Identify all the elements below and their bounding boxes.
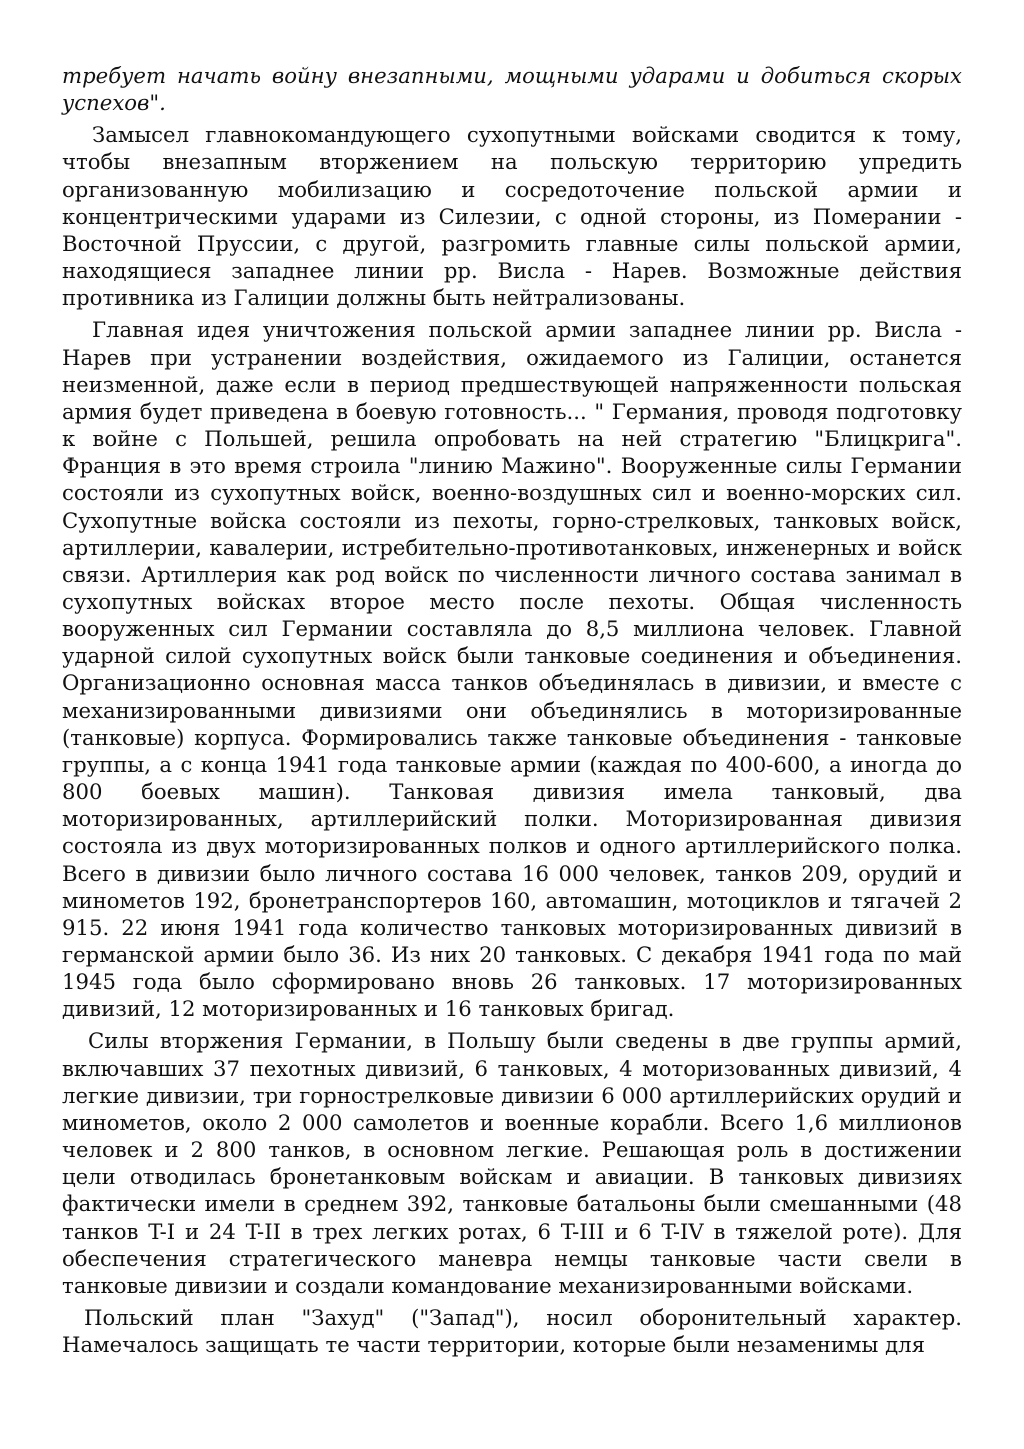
paragraph-polish-plan: Польский план "Захуд" ("Запад"), носил оборонительный характер. Намечалось защищать те части территории, которые были незаменимы для bbox=[62, 1305, 962, 1358]
paragraph-plan-concept: Замысел главнокомандующего сухопутными войсками сводится к тому, чтобы внезапным вторжением на польскую территорию упредить организованную мобилизацию и сосредоточение польской армии и концентрическими ударами из Силезии, с одной стороны, из Померании - Восточной Пруссии, с другой, разгромить главные силы польской армии, находящиеся западнее линии рр. Висла - Нарев. Возможные действия противника из Галиции должны быть нейтрализованы. bbox=[62, 122, 962, 311]
paragraph-germany-forces: Главная идея уничтожения польской армии западнее линии рр. Висла - Нарев при устранении воздействия, ожидаемого из Галиции, останется неизменной, даже если в период предшествующей напряженности польская армия будет приведена в боевую готовность... " Германия, проводя подготовку к войне с Польшей, решила опробовать на ней стратегию "Блицкрига". Франция в это время строила "линию Мажино". Вооруженные силы Германии состояли из сухопутных войск, военно-воздушных сил и военно-морских сил. Сухопутные войска состояли из пехоты, горно-стрелковых, танковых войск, артиллерии, кавалерии, истребительно-противотанковых, инженерных и войск связи. Артиллерия как род войск по численности личного состава занимал в сухопутных войсках второе место после пехоты. Общая численность вооруженных сил Германии составляла до 8,5 миллиона человек. Главной ударной силой сухопутных войск были танковые соединения и объединения. Организационно основная масса танков объединялась в дивизии, и вместе с механизированными дивизиями они объединялись в моторизированные (танковые) корпуса. Формировались также танковые объединения - танковые группы, а с конца 1941 года танковые армии (каждая по 400-600, а иногда до 800 боевых машин). Танковая дивизия имела танковый, два моторизированных, артиллерийский полки. Моторизированная дивизия состояла из двух моторизированных полков и одного артиллерийского полка. Всего в дивизии было личного состава 16 000 человек, танков 209, орудий и минометов 192, бронетранспортеров 160, автомашин, мотоциклов и тягачей 2 915. 22 июня 1941 года количество танковых моторизированных дивизий в германской армии было 36. Из них 20 танковых. С декабря 1941 года по май 1945 года было сформировано вновь 26 танковых. 17 моторизированных дивизий, 12 моторизированных и 16 танковых бригад. bbox=[62, 317, 962, 1022]
paragraph-quote-ending: требует начать войну внезапными, мощными ударами и добиться скорых успехов". bbox=[62, 63, 962, 116]
paragraph-invasion-forces: Силы вторжения Германии, в Польшу были сведены в две группы армий, включавших 37 пехотных дивизий, 6 танковых, 4 моторизованных дивизий, 4 легкие дивизии, три горнострелковые дивизии 6 000 артиллерийских орудий и минометов, около 2 000 самолетов и военные корабли. Всего 1,6 миллионов человек и 2 800 танков, в основном легкие. Решающая роль в достижении цели отводилась бронетанковым войскам и авиации. В танковых дивизиях фактически имели в среднем 392, танковые батальоны были смешанными (48 танков T-I и 24 T-II в трех легких ротах, 6 T-III и 6 T-IV в тяжелой роте). Для обеспечения стратегического маневра немцы танковые части свели в танковые дивизии и создали командование механизированными войсками. bbox=[62, 1028, 962, 1298]
document-page bbox=[62, 62, 962, 1363]
